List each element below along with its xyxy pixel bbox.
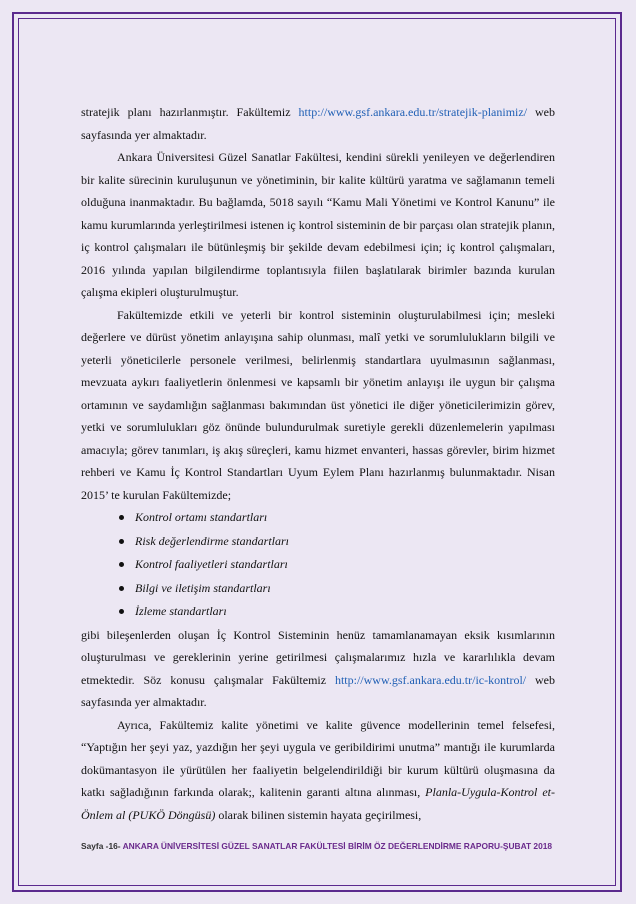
- bullet-icon: [119, 586, 124, 591]
- page-number: Sayfa -16-: [81, 841, 123, 851]
- internal-control-link[interactable]: http://www.gsf.ankara.edu.tr/ic-kontrol/: [334, 672, 527, 687]
- paragraph-text: stratejik planı hazırlanmıştır. Fakültemiz: [81, 105, 299, 119]
- list-item-label: Risk değerlendirme standartları: [135, 533, 289, 548]
- list-item-label: İzleme standartları: [135, 604, 227, 619]
- paragraph-strategic-plan: [81, 101, 555, 146]
- bullet-icon: [119, 515, 124, 520]
- bullet-icon: [119, 539, 124, 544]
- list-item: [135, 506, 555, 530]
- puko-cycle-term: Planla-Uygula-Kontrol et-Önlem al (PUKÖ Döngüsü): [81, 785, 555, 822]
- list-item-label: Kontrol faaliyetleri standartları: [135, 557, 288, 572]
- list-item: [135, 577, 555, 601]
- document-body: [81, 101, 555, 826]
- paragraph-text: web sayfasında yer almaktadır.: [81, 105, 555, 142]
- list-item-label: Kontrol ortamı standartları: [135, 510, 268, 524]
- list-item: [135, 600, 555, 624]
- paragraph-quality-culture: Ankara Üniversitesi Güzel Sanatlar Fakültesi, kendini sürekli yenileyen ve değerlendiren bir kalite sürecinin kuruluşunun ve yönetiminin, bir kalite kültürü yaratma ve sağlamanın temeli olduğuna inanmaktadır. Bu bağlamda, 5018 sayılı “Kamu Mali Yönetimi ve Kontrol Kanunu” ile kamu kurumlarında yerleştirilmesi istenen iç kontrol sisteminin de bir parçası olan stratejik planın, iç kontrol çalışmaları ile bütünleşmiş bir şekilde devam edebilmesi için; iç kontrol çalışmaları, 2016 yılında yapılan bilgilendirme toplantısıyla fiilen başlatılarak birimler bazında kurulan çalışma ekipleri oluşturulmuştur.: [81, 150, 555, 299]
- paragraph-control-system: Fakültemizde etkili ve yeterli bir kontrol sisteminin oluşturulabilmesi için; mesleki değerlere ve dürüst yönetim anlayışına sahip olunması, malî yetki ve sorumlulukların bilgili ve yeterli yöneticilerle personele verilmesi, belirlenmiş standartlara uyulmasının sağlanması, mevzuata aykırı faaliyetlerin önlenmesi ve kapsamlı bir yönetim anlayışı ile uygun bir çalışma ortamının ve saydamlığın sağlanması bakımından üst yönetici ile diğer yöneticilerimizin görev, yetki ve sorumlulukları göz önünde bulundurulmak suretiyle gerekli düzenlemelerin yapılması amacıyla; görev tanımları, iş akış süreçleri, kamu hizmet envanteri, hassas görevler, birim hizmet rehberi ve Kamu İç Kontrol Standartları Uyum Eylem Planı hazırlanmış bulunmaktadır. Nisan 2015’ te kurulan Fakültemizde;: [81, 307, 555, 502]
- paragraph-text: olarak bilinen sistemin hayata geçirilmesi,: [215, 807, 422, 822]
- list-item: [135, 553, 555, 577]
- list-item: [135, 530, 555, 554]
- bullet-icon: [119, 562, 124, 567]
- paragraph-text: Ayrıca, Fakültemiz kalite yönetimi ve kalite güvence modellerinin temel felsefesi, “Yaptığın her şeyi yaz, yazdığın her şeyi uygula ve geribildirimi unutma” mantığı ile kurumlarda dokümantasyon ile yürütülen her faaliyetin belgelendirildiği bir kurum kültürü oluşmasına da katkı sağladığının farkında olarak;, kalitenin garanti altına alınması,: [81, 717, 555, 800]
- bullet-icon: [119, 609, 124, 614]
- paragraph-internal-control: [81, 624, 555, 714]
- standards-list: [81, 506, 555, 624]
- paragraph-puko-cycle: [81, 714, 555, 827]
- list-item-label: Bilgi ve iletişim standartları: [135, 580, 271, 595]
- report-title: ANKARA ÜNİVERSİTESİ GÜZEL SANATLAR FAKÜLTESİ BİRİM ÖZ DEĞERLENDİRME RAPORU-ŞUBAT 2018: [122, 841, 553, 851]
- strategic-plan-link[interactable]: http://www.gsf.ankara.edu.tr/stratejik-planimiz/: [298, 105, 528, 119]
- page-footer: [81, 841, 561, 851]
- paragraph-text: gibi bileşenlerden oluşan İç Kontrol Sisteminin henüz tamamlanamayan eksik kısımlarının oluşturulması ve gereklerinin yerine getirilmesi çalışmalarımız hızla ve kararlılıkla devam etmektedir. Söz konusu çalışmalar Fakültemiz: [81, 627, 555, 687]
- paragraph-text: web sayfasında yer almaktadır.: [81, 672, 555, 710]
